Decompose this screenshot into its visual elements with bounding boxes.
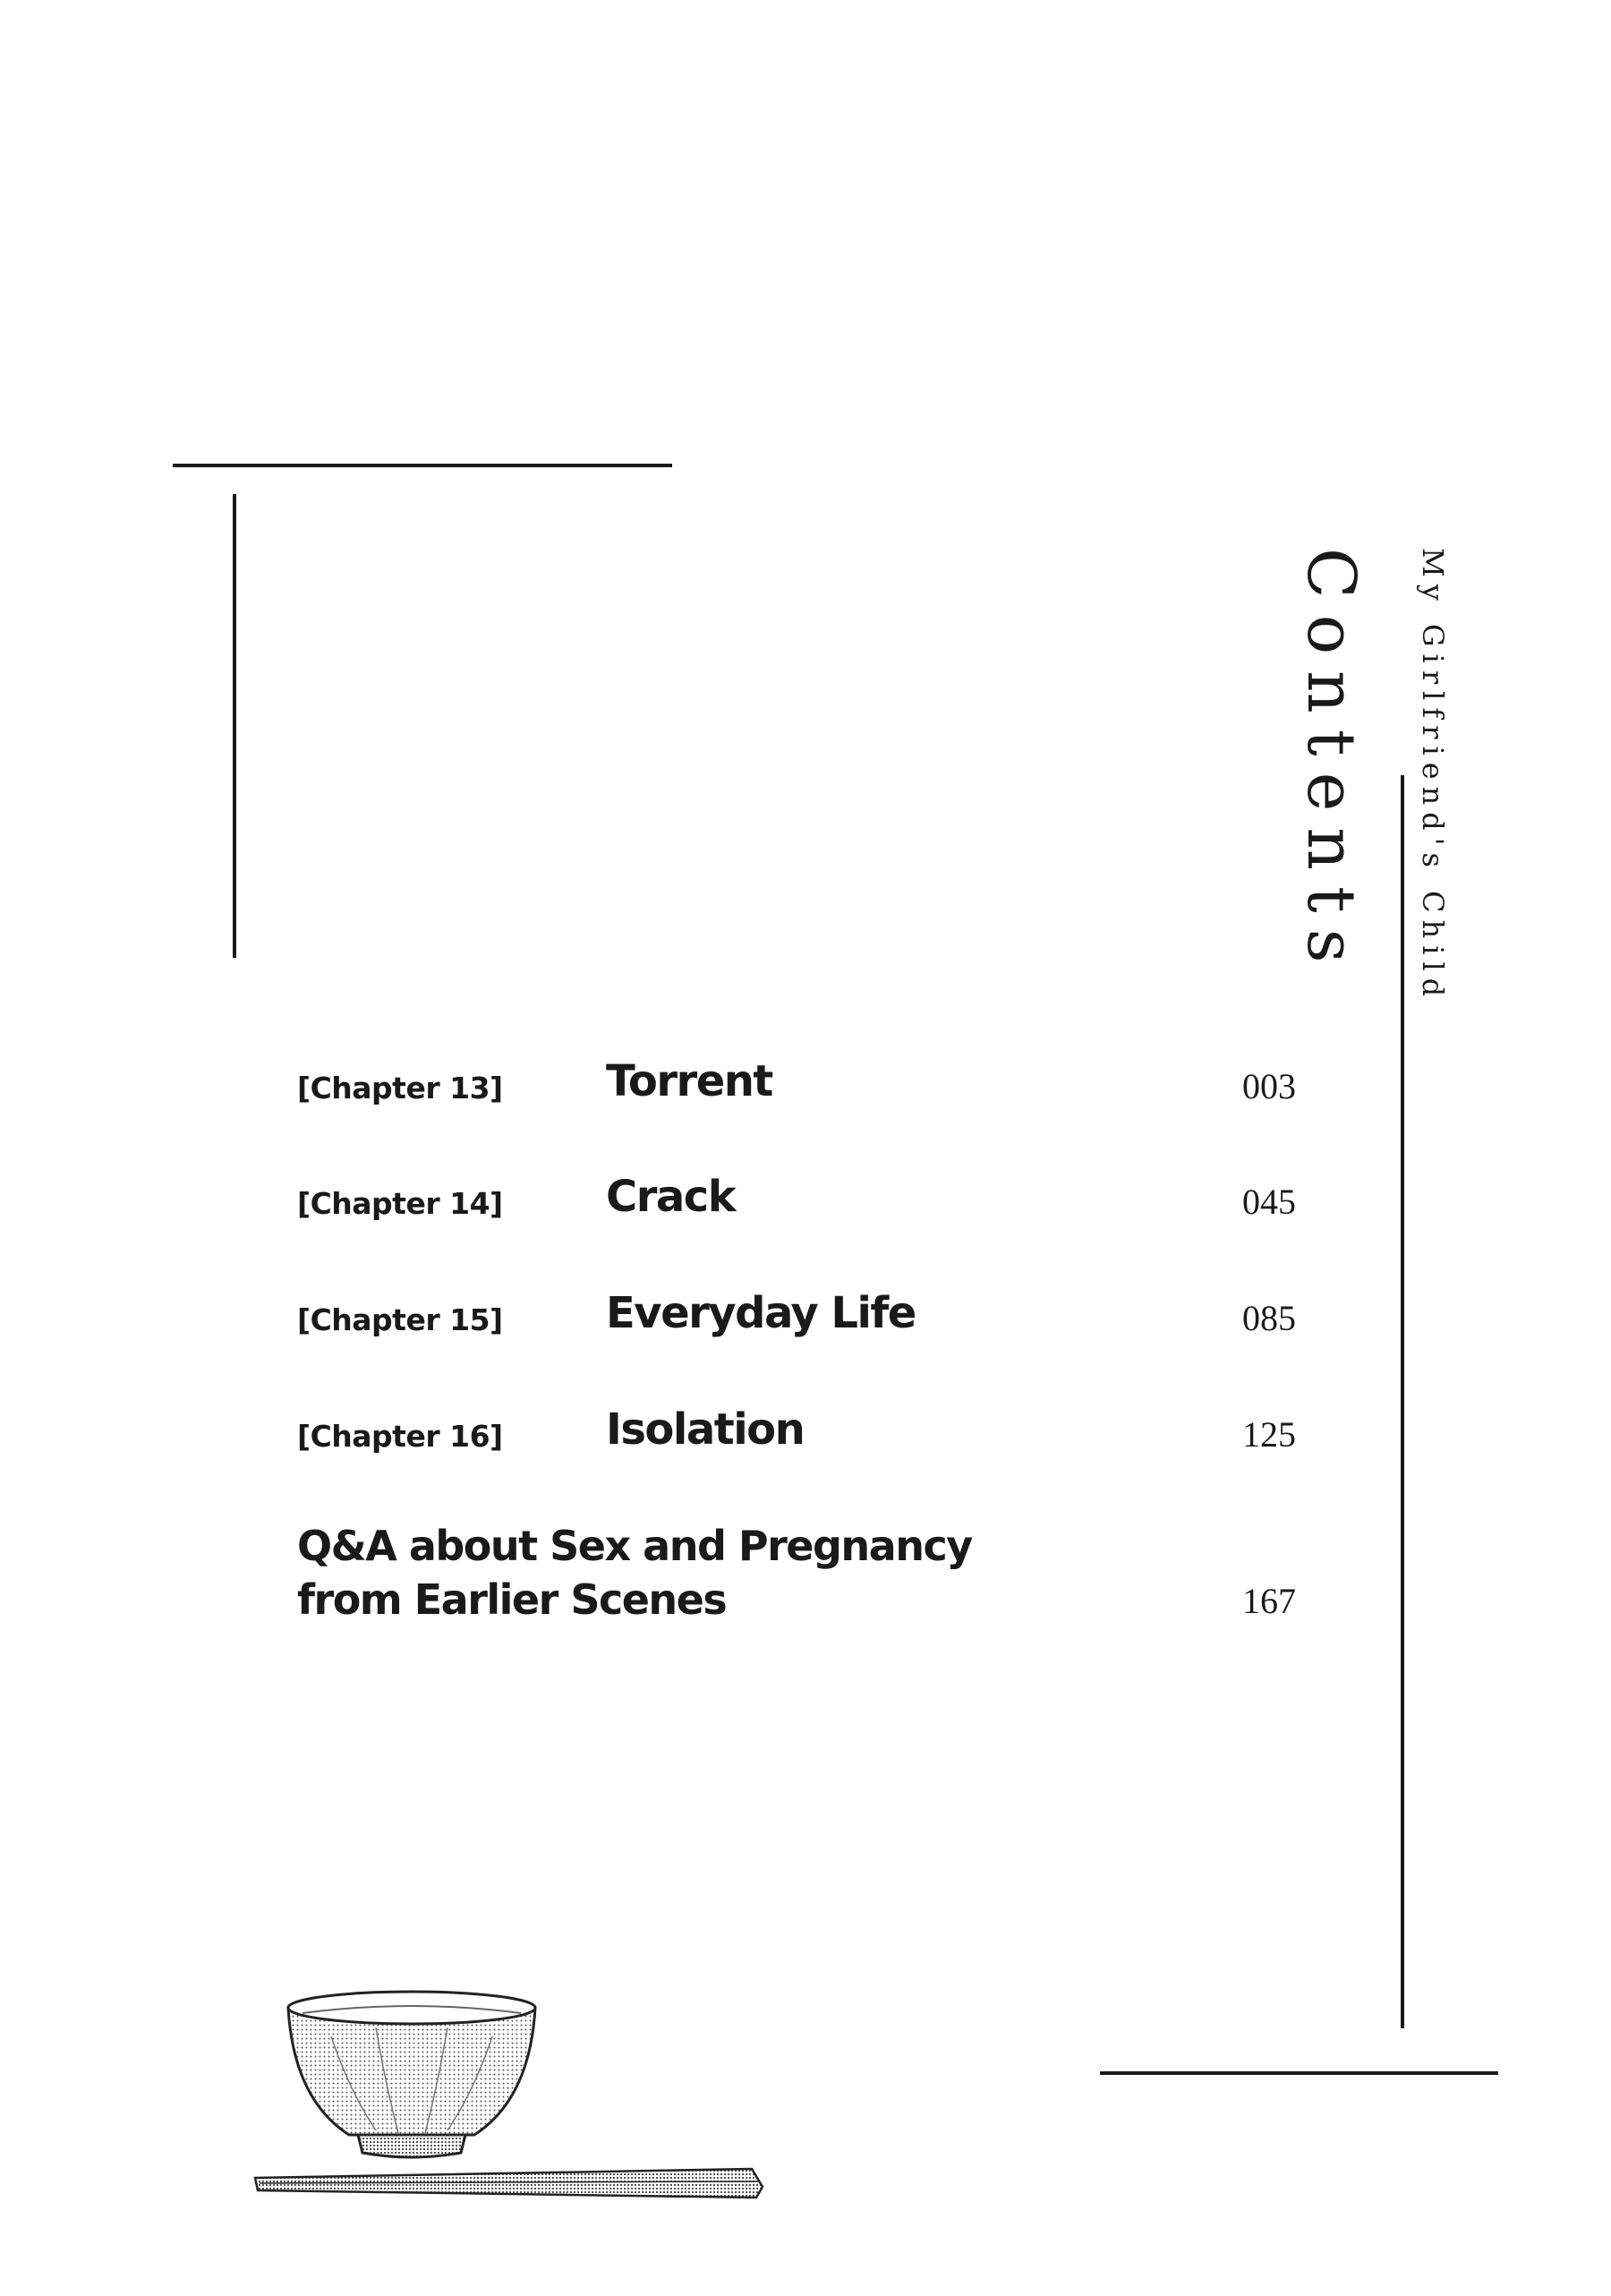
toc-entry-chapter-13[interactable]: [0, 1056, 1611, 1128]
qa-title-line-2: from Earlier Scenes: [297, 1575, 727, 1624]
qa-title-line-1: Q&A about Sex and Pregnancy: [297, 1522, 972, 1570]
top-horizontal-rule: [173, 464, 672, 467]
chapter-label: [Chapter 15]: [297, 1302, 503, 1337]
rice-bowl-icon: [288, 1992, 535, 2157]
chapter-title: Isolation: [606, 1404, 805, 1455]
toc-entry-qa[interactable]: [297, 1519, 972, 1626]
chapter-title: Torrent: [606, 1056, 772, 1106]
top-vertical-rule: [233, 494, 236, 958]
toc-entry-chapter-15[interactable]: [0, 1288, 1611, 1360]
chapter-page-number: 045: [1242, 1182, 1296, 1222]
toc-entry-chapter-16[interactable]: [0, 1404, 1611, 1476]
rice-bowl-and-chopsticks-icon: [251, 1983, 788, 2215]
series-title: My Girlfriend's Child: [1416, 548, 1450, 1004]
chapter-page-number: 085: [1242, 1298, 1296, 1338]
contents-heading: Contents: [1292, 548, 1369, 979]
toc-entry-chapter-14[interactable]: [0, 1172, 1611, 1243]
chapter-title: Everyday Life: [606, 1288, 916, 1338]
qa-page-number: 167: [1242, 1581, 1296, 1621]
chapter-label: [Chapter 16]: [297, 1419, 503, 1454]
right-vertical-rule: [1401, 775, 1404, 2028]
chopsticks-icon: [255, 2169, 763, 2198]
chapter-page-number: 003: [1242, 1066, 1296, 1106]
bottom-horizontal-rule: [1100, 2071, 1498, 2075]
chapter-page-number: 125: [1242, 1414, 1296, 1455]
chapter-label: [Chapter 14]: [297, 1186, 503, 1221]
chapter-title: Crack: [606, 1172, 736, 1222]
chapter-label: [Chapter 13]: [297, 1071, 503, 1105]
